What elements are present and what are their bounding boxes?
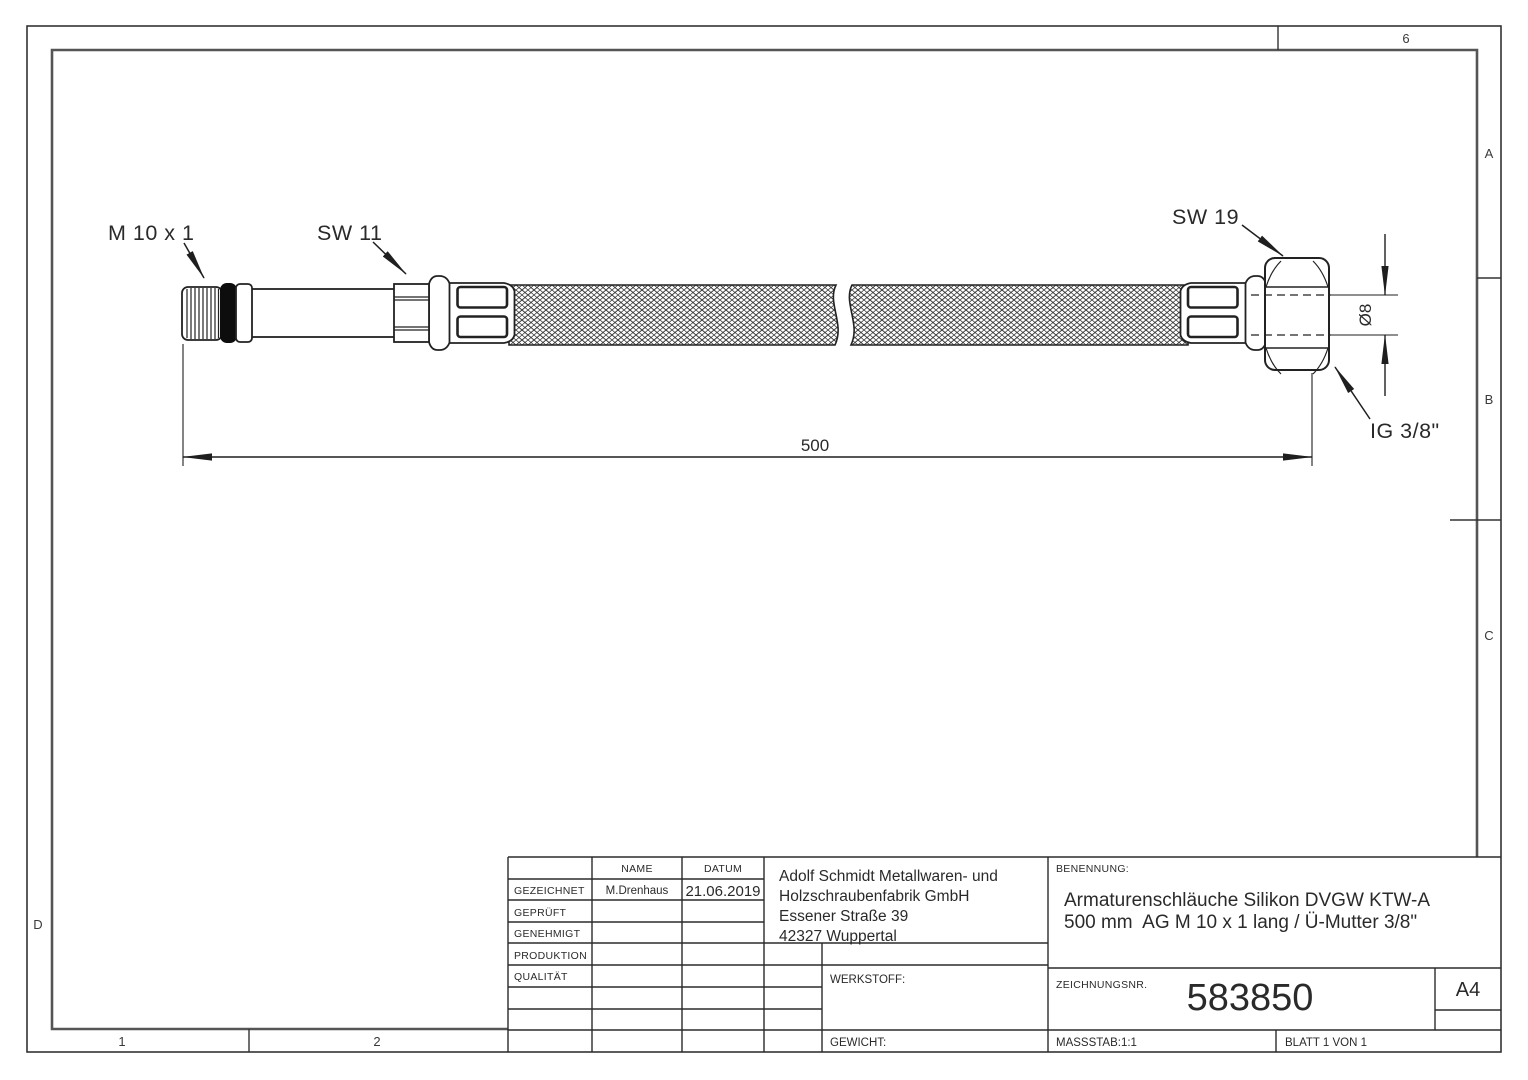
werkstoff-label: WERKSTOFF:: [830, 974, 906, 986]
length-dimension-text: 500: [800, 436, 830, 455]
zeichnungsnr-label: ZEICHNUNGSNR.: [1056, 979, 1148, 991]
hex-nut-sw11: [394, 284, 429, 342]
wrench-small-label: SW 11: [317, 221, 383, 245]
massstab-label: MASSSTAB:1:1: [1056, 1037, 1137, 1049]
zone-label-col2: 2: [373, 1034, 381, 1049]
thread-body: [182, 287, 222, 340]
braided-hose: [509, 285, 1188, 345]
zone-label-rowA: A: [1484, 146, 1494, 161]
company-line-3: Essener Straße 39: [779, 908, 909, 925]
row-label-genehmigt: GENEHMIGT: [514, 928, 581, 940]
part-title-line-1: Armaturenschläuche Silikon DVGW KTW-A: [1064, 890, 1431, 911]
crimp-window: [1188, 287, 1238, 308]
row-label-produktion: PRODUKTION: [514, 950, 588, 962]
collar: [236, 284, 252, 342]
male-thread-label: M 10 x 1: [108, 221, 195, 245]
zone-label-col6: 6: [1402, 31, 1410, 46]
col-header-name: NAME: [621, 863, 653, 875]
o-ring: [220, 283, 237, 343]
crimp-window: [458, 287, 508, 308]
female-thread-label: IG 3/8": [1370, 419, 1440, 443]
company-line-4: 42327 Wuppertal: [779, 928, 897, 945]
part-title-line-2: 500 mm AG M 10 x 1 lang / Ü-Mutter 3/8": [1064, 912, 1418, 933]
blatt-label: BLATT 1 VON 1: [1285, 1037, 1368, 1049]
zone-label-col1: 1: [118, 1034, 126, 1049]
col-header-datum: DATUM: [703, 863, 743, 875]
left-crimp-sleeve: [429, 276, 515, 350]
row-label-gezeichnet: GEZEICHNET: [514, 885, 585, 897]
nipple-tube: [251, 289, 396, 337]
row-label-qualitaet: QUALITÄT: [514, 971, 568, 983]
wrench-large-label: SW 19: [1172, 205, 1240, 229]
diameter-dimension-text: Ø8: [1356, 303, 1375, 327]
benennung-cell: [1056, 863, 1430, 933]
company-line-1: Adolf Schmidt Metallwaren- und: [779, 868, 998, 885]
zone-label-rowB: B: [1484, 392, 1494, 407]
row-label-geprueft: GEPRÜFT: [514, 907, 567, 919]
length-dimension: [183, 344, 1312, 466]
hose-drawing: [182, 258, 1331, 374]
crimp-window: [458, 317, 508, 338]
drawing-number: 583850: [1186, 977, 1314, 1019]
benennung-label: BENENNUNG:: [1056, 863, 1130, 875]
paper-format: A4: [1455, 979, 1481, 1001]
company-address: [779, 868, 998, 945]
company-line-2: Holzschraubenfabrik GmbH: [779, 888, 970, 905]
zone-label-rowD: D: [33, 917, 43, 932]
diameter-dimension: [1331, 234, 1398, 396]
gewicht-label: GEWICHT:: [830, 1037, 887, 1049]
gezeichnet-datum: 21.06.2019: [685, 883, 761, 900]
zone-label-rowC: C: [1484, 628, 1494, 643]
right-crimp-sleeve: [1181, 276, 1267, 350]
male-thread-end: [182, 283, 429, 343]
crimp-window: [1188, 317, 1238, 338]
title-block: [508, 857, 1501, 1052]
gezeichnet-name: M.Drenhaus: [605, 885, 669, 897]
